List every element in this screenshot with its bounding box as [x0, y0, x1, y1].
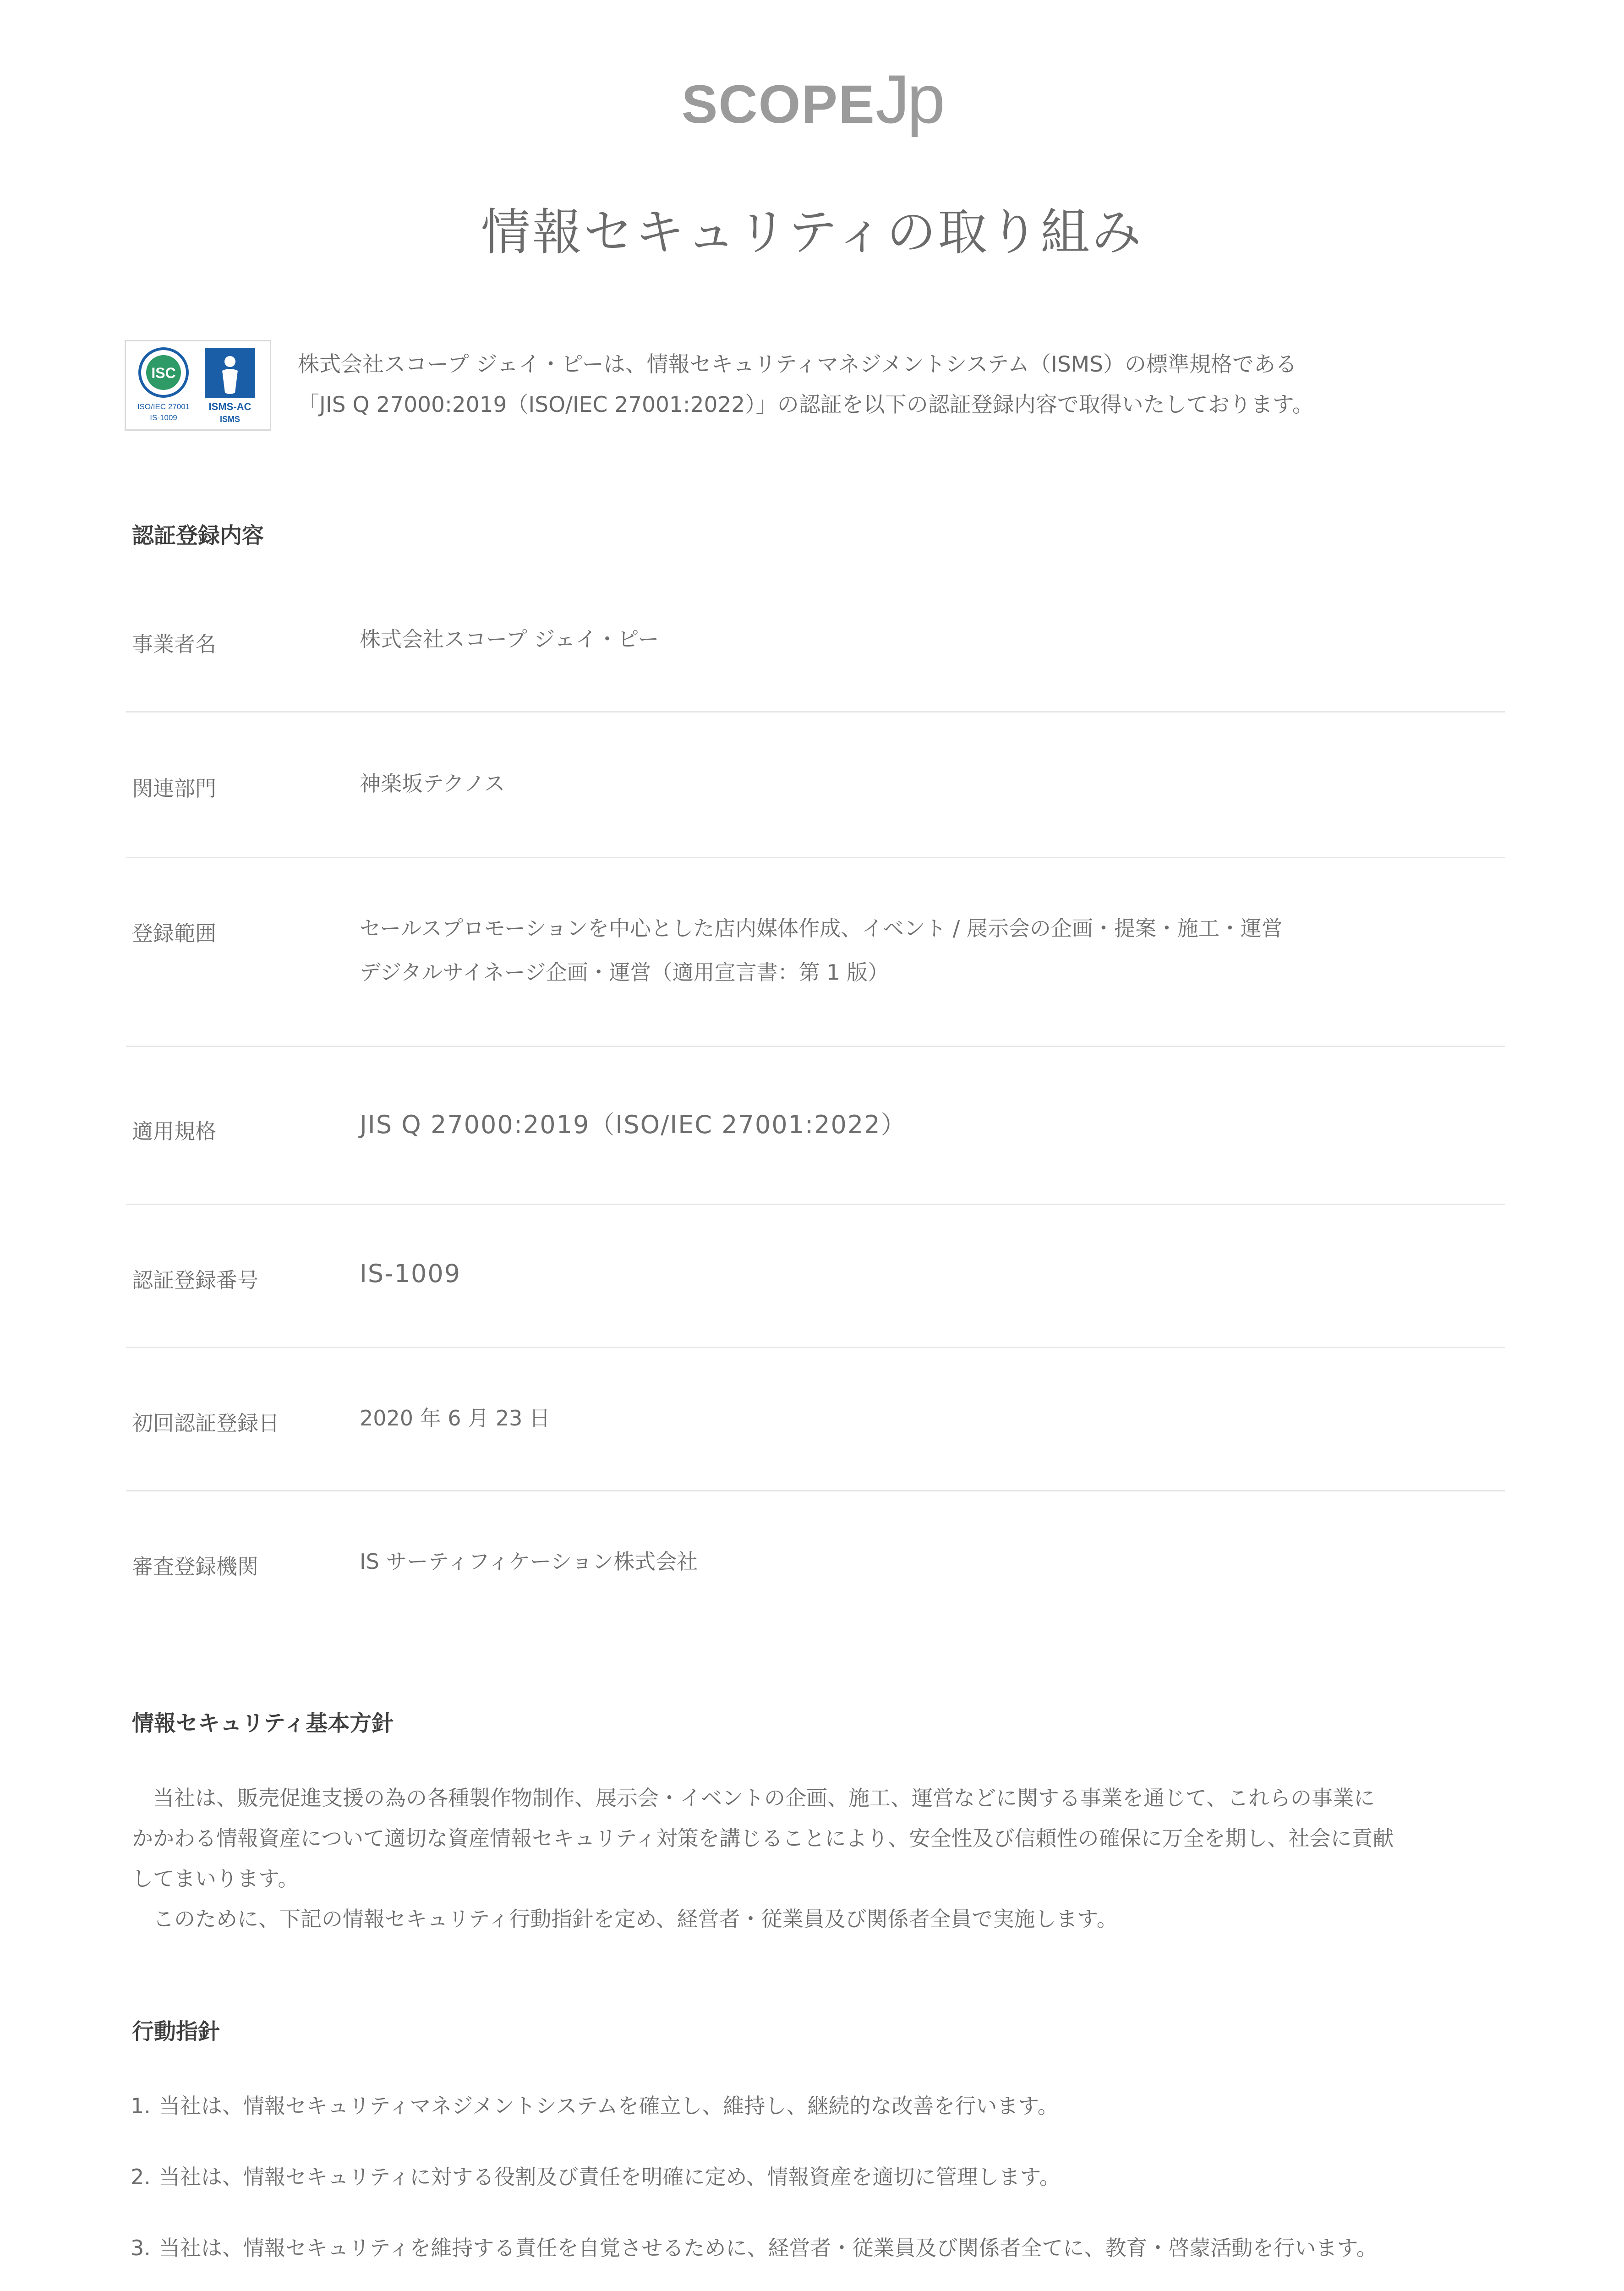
registration-label: 認証登録番号 — [132, 1268, 258, 1293]
registration-value: IS-1009 — [360, 1259, 461, 1288]
registration-row-department — [126, 713, 1505, 858]
action-number: 2. — [131, 2165, 151, 2189]
action-number: 3. — [131, 2236, 151, 2260]
registration-row-registrar — [126, 1491, 1505, 1629]
action-text: 当社は、情報セキュリティマネジメントシステムを確立し、維持し、継続的な改善を行います。 — [159, 2094, 1059, 2118]
action-item — [131, 2156, 1528, 2198]
intro-text — [298, 345, 1512, 425]
registration-row-scope — [126, 858, 1505, 1047]
registration-row-standard — [126, 1047, 1505, 1205]
badge-left-mark: ISC — [151, 365, 176, 381]
badge-right-caption-2: ISMS — [219, 415, 241, 424]
registration-label: 審査登録機関 — [132, 1554, 258, 1579]
registration-label: 登録範囲 — [132, 921, 216, 946]
badge-left-caption-2: IS-1009 — [150, 413, 177, 422]
action-number: 1. — [131, 2094, 151, 2118]
policy-paragraph-line: かかわる情報資産について適切な資産情報セキュリティ対策を講じることにより、安全性及び信頼性の確保に万全を期し、社会に貢献 — [132, 1826, 1394, 1851]
logo-text: SCOPE — [681, 74, 875, 135]
registration-value: セールスプロモーションを中心とした店内媒体作成、イベント / 展示会の企画・提案・施工・運営 デジタルサイネージ企画・運営（適用宣言書：第 1 版） — [360, 916, 1283, 985]
action-item — [131, 2227, 1528, 2269]
registration-value: 株式会社スコープ ジェイ・ピー — [360, 627, 659, 652]
registration-value: JIS Q 27000:2019（ISO/IEC 27001:2022） — [360, 1110, 907, 1139]
site-logo[interactable] — [0, 60, 1624, 139]
registration-heading: 認証登録内容 — [132, 523, 264, 548]
registration-value: 神楽坂テクノス — [360, 771, 505, 796]
certification-badge — [125, 340, 271, 431]
policy-paragraph-line: このために、下記の情報セキュリティ行動指針を定め、経営者・従業員及び関係者全員で実施します。 — [132, 1907, 1118, 1931]
intro-line-1: 株式会社スコープ ジェイ・ピーは、情報セキュリティマネジメントシステム（ISMS）の標準規格である — [298, 352, 1297, 377]
policy-text — [132, 1778, 1511, 1939]
registration-value: IS サーティフィケーション株式会社 — [360, 1549, 698, 1574]
registration-label: 関連部門 — [132, 776, 216, 801]
registration-row-first-date — [126, 1348, 1505, 1491]
policy-paragraph-line: してまいります。 — [132, 1866, 299, 1891]
registration-row-business-name — [126, 573, 1505, 713]
badge-left-caption-1: ISO/IEC 27001 — [137, 402, 190, 411]
badge-right-caption-1: ISMS-AC — [208, 401, 252, 412]
registration-label: 適用規格 — [132, 1119, 216, 1144]
policy-paragraph-line: 当社は、販売促進支援の為の各種製作物制作、展示会・イベントの企画、施工、運営などに関する事業を通じて、これらの事業に — [132, 1786, 1375, 1810]
certification-marks-icon — [126, 341, 270, 429]
action-text: 当社は、情報セキュリティに対する役割及び責任を明確に定め、情報資産を適切に管理します。 — [159, 2165, 1061, 2189]
registration-label: 事業者名 — [132, 632, 216, 657]
actions-heading: 行動指針 — [132, 2019, 220, 2044]
intro-line-2: 「JIS Q 27000:2019（ISO/IEC 27001:2022）」の認証を以下の認証登録内容で取得いたしております。 — [298, 392, 1314, 417]
logo-suffix: Jp — [875, 60, 943, 137]
registration-row-cert-number — [126, 1205, 1505, 1348]
action-text: 当社は、情報セキュリティを維持する責任を自覚させるために、経営者・従業員及び関係者全てに、教育・啓蒙活動を行います。 — [159, 2236, 1378, 2260]
registration-label: 初回認証登録日 — [132, 1411, 279, 1436]
policy-heading: 情報セキュリティ基本方針 — [132, 1710, 394, 1736]
page-title: 情報セキュリティの取り組み — [481, 204, 1143, 261]
action-item — [131, 2085, 1528, 2127]
registration-value: 2020 年 6 月 23 日 — [360, 1406, 550, 1431]
